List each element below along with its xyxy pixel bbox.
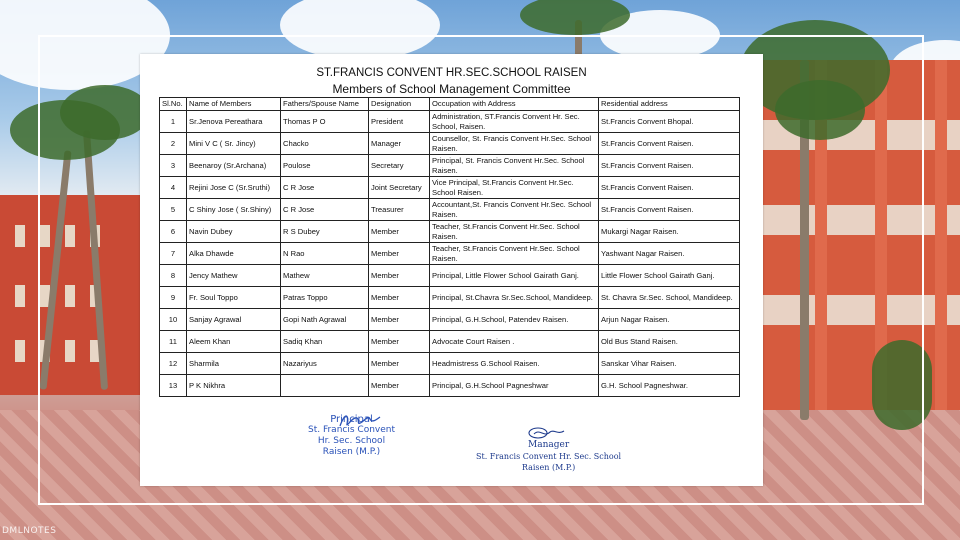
table-row <box>160 243 740 265</box>
occupation-address-cell: Administration, ST.Francis Convent Hr. Sec. School, Raisen. <box>430 111 599 133</box>
document-title: ST.FRANCIS CONVENT HR.SEC.SCHOOL RAISEN <box>316 67 587 79</box>
member-name-cell: Sanjay Agrawal <box>187 309 281 331</box>
occupation-address-cell: Vice Principal, St.Francis Convent Hr.Sec. School Raisen. <box>430 177 599 199</box>
residential-address-cell: St.Francis Convent Raisen. <box>599 199 740 221</box>
father-spouse-name-cell <box>281 375 369 397</box>
designation-cell: Member <box>369 243 430 265</box>
designation-cell: Secretary <box>369 155 430 177</box>
table-header-row <box>160 98 740 111</box>
residential-address-cell: St.Francis Convent Raisen. <box>599 177 740 199</box>
occupation-address-cell: Principal, St.Chavra Sr.Sec.School, Mandideep. <box>430 287 599 309</box>
residential-address-cell: St. Chavra Sr.Sec. School, Mandideep. <box>599 287 740 309</box>
designation-cell: President <box>369 111 430 133</box>
member-name-cell: Beenaroy (Sr.Archana) <box>187 155 281 177</box>
table-row <box>160 133 740 155</box>
father-spouse-name-cell: N Rao <box>281 243 369 265</box>
column-header: Residential address <box>599 98 740 111</box>
occupation-address-cell: Headmistress G.School Raisen. <box>430 353 599 375</box>
designation-cell: Manager <box>369 133 430 155</box>
serial-number-cell: 7 <box>160 243 187 265</box>
table-row <box>160 309 740 331</box>
member-name-cell: Sharmila <box>187 353 281 375</box>
father-spouse-name-cell: Mathew <box>281 265 369 287</box>
column-header: Sl.No. <box>160 98 187 111</box>
occupation-address-cell: Advocate Court Raisen . <box>430 331 599 353</box>
designation-cell: Member <box>369 309 430 331</box>
serial-number-cell: 5 <box>160 199 187 221</box>
table-row <box>160 111 740 133</box>
father-spouse-name-cell: C R Jose <box>281 199 369 221</box>
residential-address-cell: Old Bus Stand Raisen. <box>599 331 740 353</box>
designation-cell: Member <box>369 287 430 309</box>
table-row <box>160 265 740 287</box>
occupation-address-cell: Principal, Little Flower School Gairath Ganj. <box>430 265 599 287</box>
member-name-cell: Aleem Khan <box>187 331 281 353</box>
designation-cell: Member <box>369 375 430 397</box>
member-name-cell: Alka Dhawde <box>187 243 281 265</box>
occupation-address-cell: Accountant,St. Francis Convent Hr.Sec. School Raisen. <box>430 199 599 221</box>
father-spouse-name-cell: Nazariyus <box>281 353 369 375</box>
residential-address-cell: St.Francis Convent Bhopal. <box>599 111 740 133</box>
committee-document <box>140 54 763 486</box>
designation-cell: Member <box>369 265 430 287</box>
serial-number-cell: 1 <box>160 111 187 133</box>
residential-address-cell: Mukargi Nagar Raisen. <box>599 221 740 243</box>
document-subtitle: Members of School Management Committee <box>332 82 571 96</box>
principal-stamp: Principal St. Francis Convent Hr. Sec. School Raisen (M.P.) <box>308 414 395 457</box>
table-row <box>160 331 740 353</box>
occupation-address-cell: Teacher, St.Francis Convent Hr.Sec. School Raisen. <box>430 243 599 265</box>
father-spouse-name-cell: Patras Toppo <box>281 287 369 309</box>
table-row <box>160 177 740 199</box>
member-name-cell: C Shiny Jose ( Sr.Shiny) <box>187 199 281 221</box>
table-row <box>160 353 740 375</box>
column-header: Fathers/Spouse Name <box>281 98 369 111</box>
father-spouse-name-cell: C R Jose <box>281 177 369 199</box>
table-row <box>160 375 740 397</box>
member-name-cell: Fr. Soul Toppo <box>187 287 281 309</box>
designation-cell: Treasurer <box>369 199 430 221</box>
serial-number-cell: 10 <box>160 309 187 331</box>
father-spouse-name-cell: Poulose <box>281 155 369 177</box>
father-spouse-name-cell: R S Dubey <box>281 221 369 243</box>
member-name-cell: Navin Dubey <box>187 221 281 243</box>
table-row <box>160 221 740 243</box>
designation-cell: Joint Secretary <box>369 177 430 199</box>
member-name-cell: Rejini Jose C (Sr.Sruthi) <box>187 177 281 199</box>
column-header: Name of Members <box>187 98 281 111</box>
serial-number-cell: 3 <box>160 155 187 177</box>
watermark: DMLNOTES <box>2 526 57 536</box>
member-name-cell: Mini V C ( Sr. Jincy) <box>187 133 281 155</box>
manager-stamp: Manager St. Francis Convent Hr. Sec. School Raisen (M.P.) <box>476 440 622 472</box>
serial-number-cell: 6 <box>160 221 187 243</box>
member-name-cell: Jency Mathew <box>187 265 281 287</box>
column-header: Designation <box>369 98 430 111</box>
residential-address-cell: Arjun Nagar Raisen. <box>599 309 740 331</box>
occupation-address-cell: Principal, St. Francis Convent Hr.Sec. School Raisen. <box>430 155 599 177</box>
father-spouse-name-cell: Gopi Nath Agrawal <box>281 309 369 331</box>
residential-address-cell: Yashwant Nagar Raisen. <box>599 243 740 265</box>
table-row <box>160 287 740 309</box>
father-spouse-name-cell: Thomas P O <box>281 111 369 133</box>
residential-address-cell: St.Francis Convent Raisen. <box>599 133 740 155</box>
serial-number-cell: 12 <box>160 353 187 375</box>
designation-cell: Member <box>369 221 430 243</box>
residential-address-cell: Little Flower School Gairath Ganj. <box>599 265 740 287</box>
occupation-address-cell: Counsellor, St. Francis Convent Hr.Sec. School Raisen. <box>430 133 599 155</box>
residential-address-cell: G.H. School Pagneshwar. <box>599 375 740 397</box>
occupation-address-cell: Principal, G.H.School, Patendev Raisen. <box>430 309 599 331</box>
table-row <box>160 155 740 177</box>
serial-number-cell: 4 <box>160 177 187 199</box>
serial-number-cell: 13 <box>160 375 187 397</box>
occupation-address-cell: Principal, G.H.School Pagneshwar <box>430 375 599 397</box>
serial-number-cell: 9 <box>160 287 187 309</box>
members-table <box>159 97 740 397</box>
father-spouse-name-cell: Chacko <box>281 133 369 155</box>
member-name-cell: Sr.Jenova Pereathara <box>187 111 281 133</box>
serial-number-cell: 11 <box>160 331 187 353</box>
serial-number-cell: 8 <box>160 265 187 287</box>
column-header: Occupation with Address <box>430 98 599 111</box>
serial-number-cell: 2 <box>160 133 187 155</box>
member-name-cell: P K Nikhra <box>187 375 281 397</box>
residential-address-cell: St.Francis Convent Raisen. <box>599 155 740 177</box>
occupation-address-cell: Teacher, St.Francis Convent Hr.Sec. School Raisen. <box>430 221 599 243</box>
designation-cell: Member <box>369 331 430 353</box>
residential-address-cell: Sanskar Vihar Raisen. <box>599 353 740 375</box>
father-spouse-name-cell: Sadiq Khan <box>281 331 369 353</box>
designation-cell: Member <box>369 353 430 375</box>
table-row <box>160 199 740 221</box>
